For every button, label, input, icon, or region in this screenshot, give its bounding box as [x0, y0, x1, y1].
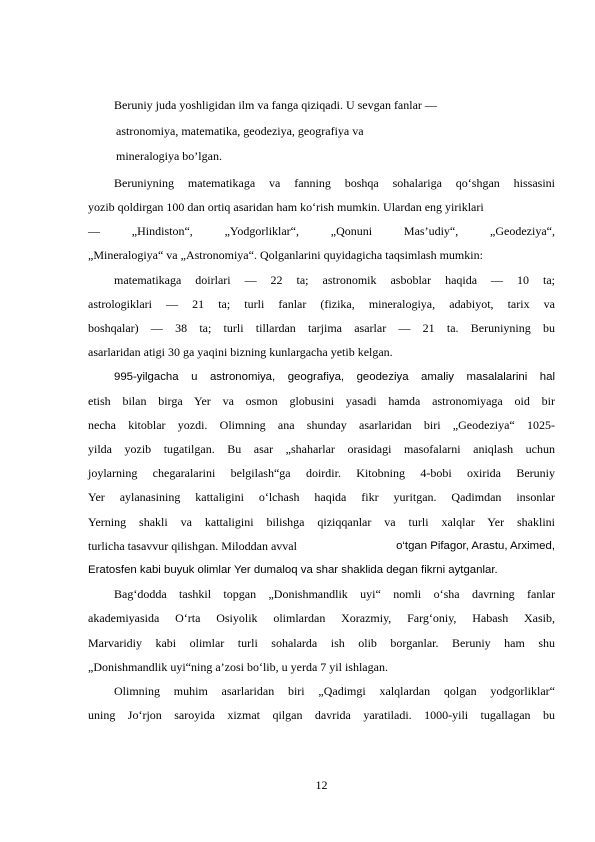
- text-line: Yer aylanasining kattaligini o‘lchash haqida fikr yuritgan. Qadimdan insonlar: [88, 490, 555, 504]
- text-line: uning Jo‘rjon saroyida xizmat qilgan davrida yaratiladi. 1000-yili tugallagan bu: [88, 708, 555, 722]
- text-line: Beruniy juda yoshligidan ilm va fanga qiziqadi. U sevgan fanlar —: [114, 98, 437, 112]
- text-line: „Mineralogiya“ va „Astronomiya“. Qolganlarini quyidagicha taqsimlash mumkin:: [88, 248, 483, 262]
- text-line: Marvaridiy kabi olimlar turli sohalarda ish olib borganlar. Beruniy ham shu: [88, 636, 555, 650]
- text-line: astrologiklari — 21 ta; turli fanlar (fizika, mineralogiya, adabiyot, tarix va: [88, 297, 555, 311]
- text-line: Yerning shakli va kattaligini bilishga qiziqqanlar va turli xalqlar Yer shaklini: [88, 515, 555, 529]
- text-segment: o‘tgan Pifagor, Arastu, Arximed,: [396, 540, 555, 552]
- text-segment: turlicha tasavvur qilishgan. Miloddan avval: [88, 539, 297, 553]
- text-line: Eratosfen kabi buyuk olimlar Yer dumaloq va shar shaklida degan fikrni aytganlar.: [88, 564, 498, 576]
- text-line: mineralogiya bo’lgan.: [116, 149, 222, 163]
- text-line: boshqalar) — 38 ta; turli tillardan tarjima asarlar — 21 ta. Beruniyning bu: [88, 321, 555, 335]
- text-line: astronomiya, matematika, geodeziya, geografiya va: [116, 124, 364, 138]
- text-line: Beruniyning matematikaga va fanning boshqa sohalariga qo‘shgan hissasini: [114, 176, 555, 190]
- text-line: „Donishmandlik uyi“ning a’zosi bo‘lib, u yerda 7 yil ishlagan.: [88, 660, 388, 674]
- text-line: Olimning muhim asarlaridan biri „Qadimgi xalqlardan qolgan yodgorliklar“: [114, 684, 555, 698]
- text-line: Bag‘dodda tashkil topgan „Donishmandlik uyi“ nomli o‘sha davrning fanlar: [114, 587, 555, 601]
- text-line: — „Hindiston“, „Yodgorliklar“, „Qonuni Mas’udiy“, „Geodeziya“,: [88, 224, 555, 238]
- text-line: necha kitoblar yozdi. Olimning ana shunday asarlaridan biri „Geodeziya“ 1025-: [88, 418, 555, 432]
- text-line: yozib qoldirgan 100 dan ortiq asaridan ham ko‘rish mumkin. Ulardan eng yiriklari: [88, 200, 484, 214]
- text-line: 995-yilgacha u astronomiya, geografiya, geodeziya amaliy masalalarini hal: [114, 371, 555, 383]
- text-line: matematikaga doirlari — 22 ta; astronomik asboblar haqida — 10 ta;: [114, 273, 555, 287]
- text-line: asarlaridan atigi 30 ga yaqini bizning kunlargacha yetib kelgan.: [88, 345, 393, 359]
- text-line: akademiyasida O‘rta Osiyolik olimlardan Xorazmiy, Farg‘oniy, Habash Xasib,: [88, 611, 555, 625]
- text-line: etish bilan birga Yer va osmon globusini yasadi hamda astronomiyaga oid bir: [88, 394, 555, 408]
- text-line: [88, 539, 555, 553]
- text-line: joylarning chegaralarini belgilash“ga doirdir. Kitobning 4-bobi oxirida Beruniy: [88, 466, 555, 480]
- page-number: 12: [315, 778, 328, 792]
- text-line: yilda yozib tugatilgan. Bu asar „shaharlar orasidagi masofalarni aniqlash uchun: [88, 442, 555, 456]
